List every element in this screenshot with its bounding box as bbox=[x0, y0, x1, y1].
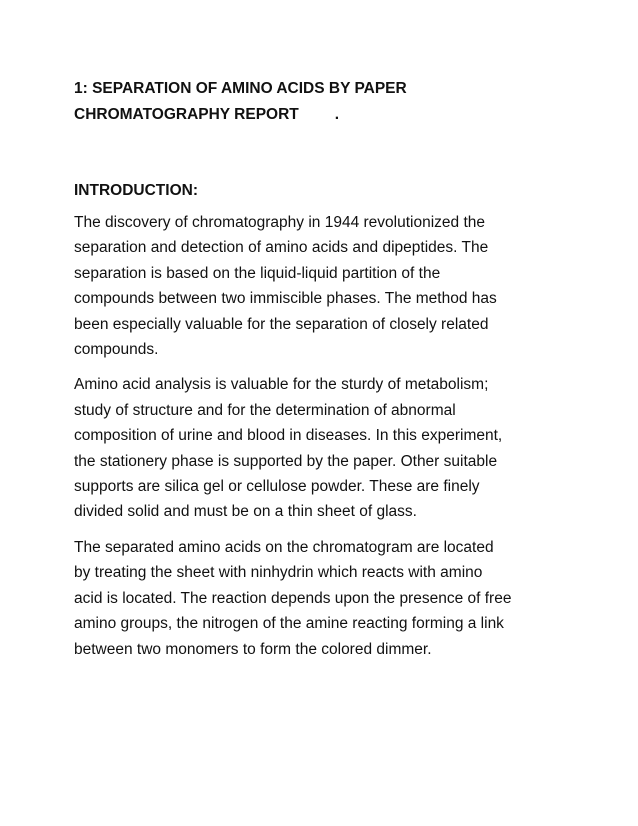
paragraph-line: divided solid and must be on a thin sheet of glass. bbox=[74, 503, 417, 521]
paragraph-line: compounds. bbox=[74, 341, 159, 359]
paragraph-line: been especially valuable for the separation of closely related bbox=[74, 315, 489, 333]
paragraph-3 bbox=[74, 535, 554, 662]
title-line-2-text: CHROMATOGRAPHY REPORT bbox=[74, 106, 299, 123]
paragraph-line: supports are silica gel or cellulose powder. These are finely bbox=[74, 478, 480, 496]
paragraph-line: the stationery phase is supported by the paper. Other suitable bbox=[74, 452, 498, 470]
document-title bbox=[74, 76, 574, 128]
paragraph-1 bbox=[74, 210, 554, 362]
paragraph-line: between two monomers to form the colored dimmer. bbox=[74, 640, 432, 658]
paragraph-line: The discovery of chromatography in 1944 revolutionized the bbox=[74, 214, 485, 231]
title-line-2 bbox=[74, 102, 574, 128]
paragraph-line: separation and detection of amino acids and dipeptides. The bbox=[74, 239, 489, 257]
title-trailing-dot: . bbox=[334, 106, 340, 123]
paragraph-line: composition of urine and blood in diseases. In this experiment, bbox=[74, 427, 503, 445]
paragraph-line: Amino acid analysis is valuable for the sturdy of metabolism; bbox=[74, 376, 489, 394]
paragraph-2 bbox=[74, 372, 554, 524]
paragraph-line: compounds between two immiscible phases. The method has bbox=[74, 290, 497, 308]
section-heading-introduction: INTRODUCTION: bbox=[74, 182, 198, 199]
document-page bbox=[74, 76, 574, 658]
paragraph-line: The separated amino acids on the chromatogram are located bbox=[74, 538, 494, 556]
paragraph-line: acid is located. The reaction depends upon the presence of free bbox=[74, 589, 512, 607]
paragraph-line: amino groups, the nitrogen of the amine reacting forming a link bbox=[74, 615, 504, 633]
paragraph-line: study of structure and for the determination of abnormal bbox=[74, 401, 456, 419]
paragraph-line: separation is based on the liquid-liquid partition of the bbox=[74, 264, 441, 282]
paragraph-line: by treating the sheet with ninhydrin which reacts with amino bbox=[74, 564, 483, 582]
title-line-1: 1: SEPARATION OF AMINO ACIDS BY PAPER bbox=[74, 80, 407, 97]
introduction-body bbox=[74, 210, 554, 672]
